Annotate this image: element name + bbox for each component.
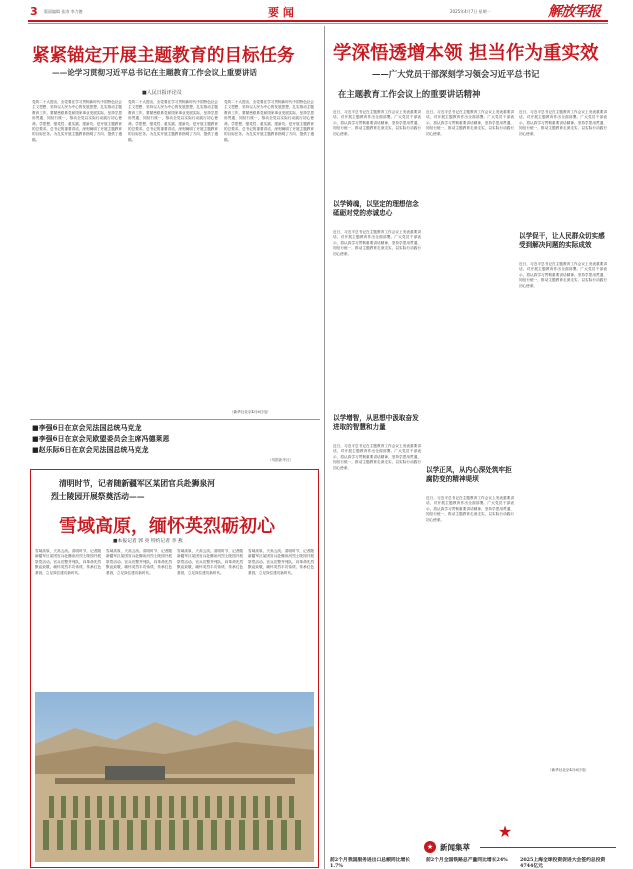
news-section-header (424, 841, 619, 855)
right-subhead-1: ——广大党员干部深刻学习领会习近平总书记 (372, 69, 540, 79)
vertical-divider (324, 26, 325, 869)
brief-1-title: 前2个月我国服务进出口总额同比增长1.7% (330, 857, 411, 869)
photo-scene (35, 692, 314, 862)
star-icon: ★ (424, 841, 436, 853)
right-subtitle-4: 以学促干，让人民群众切实感受到解决问题的实际成效 (519, 232, 605, 249)
feature-body-col4: 雪域高原，天高云淡。清明时节，记者随新疆军区某团官兵赴狮泉河烈士陵园开展祭奠活动。官兵们整齐列队，向革命先烈默哀致敬，缅怀英烈丰功伟绩，传承红色基因，立足岗位建功新时代。 (248, 549, 314, 575)
section-title: 要 闻 (268, 6, 294, 19)
right-body-col2b: 近日，习近平总书记在主题教育工作会议上发表重要讲话，对开展主题教育作出全面部署。广大党员干部表示，将认真学习贯彻重要讲话精神，坚持学思用贯通、知信行统一，推动主题教育走深走实，以实际行动践行初心使命。 (426, 496, 514, 522)
news-section-rule (480, 847, 616, 848)
bullet-2: ■李强6日在京会见欧盟委员会主席冯德莱恩 (32, 434, 170, 443)
feature-headline-2: 烈士陵园开展祭奠活动—— (51, 492, 145, 501)
issue-date: 2025年4月7日 星期一 (450, 9, 491, 14)
page-number: 3 (30, 5, 38, 18)
feature-title: 雪域高原，缅怀英烈砺初心 (59, 516, 275, 537)
bullets-rule (30, 419, 320, 420)
left-byline: ■人民日报评论员 (142, 90, 182, 96)
left-headline: 紧紧锚定开展主题教育的目标任务 (32, 46, 295, 66)
right-body-col3a: 近日，习近平总书记在主题教育工作会议上发表重要讲话，对开展主题教育作出全面部署。广大党员干部表示，将认真学习贯彻重要讲话精神，坚持学思用贯通、知信行统一，推动主题教育走深走实，以实际行动践行初心使命。 (519, 110, 607, 136)
masthead-logo: 解放军报 (548, 4, 600, 20)
bullet-1: ■李强6日在京会见法国总统马克龙 (32, 423, 142, 432)
left-credit: （新华社北京4月6日电） (230, 410, 271, 414)
right-body-col2a: 近日，习近平总书记在主题教育工作会议上发表重要讲话，对开展主题教育作出全面部署。广大党员干部表示，将认真学习贯彻重要讲话精神，坚持学思用贯通、知信行统一，推动主题教育走深走实，以实际行动践行初心使命。 (426, 110, 514, 136)
edition-editor: 版面编辑 张涛 李力德 (44, 9, 83, 14)
header-rule (28, 20, 608, 22)
brief-2-title: 前2个月全国铁路总产量同比增长24% (426, 857, 508, 863)
right-subtitle-3: 以学正风，从内心深处筑牢拒腐防变的精神堤坝 (426, 466, 512, 483)
left-subhead: ——论学习贯彻习近平总书记在主题教育工作会议上重要讲话 (52, 68, 258, 77)
right-credit: （新华社北京4月6日电） (548, 768, 589, 772)
feature-body-col3: 雪域高原，天高云淡。清明时节，记者随新疆军区某团官兵赴狮泉河烈士陵园开展祭奠活动。官兵们整齐列队，向革命先烈默哀致敬，缅怀英烈丰功伟绩，传承红色基因，立足岗位建功新时代。 (177, 549, 243, 575)
left-body-col3: 党的二十大提出，全党要在学习贯彻新时代中国特色社会主义思想、坚持以人民为中心的发展思想，扎实推动主题教育工作。要紧密联系党和国家事业发展实际，坚持学思用贯通、知信行统一，推动全党以实际行动践行初心使命。学思想、强党性、重实践、建新功，是开展主题教育的总要求。总书记的重要讲话，深刻阐明了开展主题教育的目标任务，为扎实开展主题教育指明了方向、提供了遵循。 (224, 100, 314, 142)
feature-body-col1: 雪域高原，天高云淡。清明时节，记者随新疆军区某团官兵赴狮泉河烈士陵园开展祭奠活动。官兵们整齐列队，向革命先烈默哀致敬，缅怀英烈丰功伟绩，传承红色基因，立足岗位建功新时代。 (35, 549, 101, 575)
feature-photo (35, 692, 314, 862)
right-body-col1b: 近日，习近平总书记在主题教育工作会议上发表重要讲话，对开展主题教育作出全面部署。广大党员干部表示，将认真学习贯彻重要讲话精神，坚持学思用贯通、知信行统一，推动主题教育走深走实，以实际行动践行初心使命。 (333, 230, 421, 256)
bullet-credit: （均据新华社） (268, 458, 294, 462)
left-body-col1: 党的二十大提出，全党要在学习贯彻新时代中国特色社会主义思想、坚持以人民为中心的发展思想，扎实推动主题教育工作。要紧密联系党和国家事业发展实际，坚持学思用贯通、知信行统一，推动全党以实际行动践行初心使命。学思想、强党性、重实践、建新功，是开展主题教育的总要求。总书记的重要讲话，深刻阐明了开展主题教育的目标任务，为扎实开展主题教育指明了方向、提供了遵循。 (32, 100, 122, 142)
briefs-row (330, 857, 610, 869)
bullet-3: ■赵乐际6日在京会见法国总统马克龙 (32, 445, 149, 454)
header-rule-thin (28, 23, 608, 24)
right-subhead-2: 在主题教育工作会议上的重要讲话精神 (338, 89, 481, 99)
right-subtitle-1: 以学铸魂，以坚定的理想信念砥砺对党的赤诚忠心 (333, 200, 419, 217)
emblem-icon: ★ (497, 822, 513, 841)
right-subtitle-2: 以学增智，从思想中汲取奋发进取的智慧和力量 (333, 414, 419, 431)
right-body-col1a: 近日，习近平总书记在主题教育工作会议上发表重要讲话，对开展主题教育作出全面部署。广大党员干部表示，将认真学习贯彻重要讲话精神，坚持学思用贯通、知信行统一，推动主题教育走深走实，以实际行动践行初心使命。 (333, 110, 421, 136)
brief-3-title: 2025上海全球投资促进大会签约总投资4744亿元 (520, 857, 606, 869)
right-headline: 学深悟透增本领 担当作为重实效 (333, 43, 599, 64)
feature-body-col2: 雪域高原，天高云淡。清明时节，记者随新疆军区某团官兵赴狮泉河烈士陵园开展祭奠活动。官兵们整齐列队，向革命先烈默哀致敬，缅怀英烈丰功伟绩，传承红色基因，立足岗位建功新时代。 (106, 549, 172, 575)
right-body-col3b: 近日，习近平总书记在主题教育工作会议上发表重要讲话，对开展主题教育作出全面部署。广大党员干部表示，将认真学习贯彻重要讲话精神，坚持学思用贯通、知信行统一，推动主题教育走深走实，以实际行动践行初心使命。 (519, 262, 607, 288)
feature-byline: ■本报记者 郭 亮 特约记者 李 燕 (113, 539, 183, 544)
left-body-col2: 党的二十大提出，全党要在学习贯彻新时代中国特色社会主义思想、坚持以人民为中心的发展思想，扎实推动主题教育工作。要紧密联系党和国家事业发展实际，坚持学思用贯通、知信行统一，推动全党以实际行动践行初心使命。学思想、强党性、重实践、建新功，是开展主题教育的总要求。总书记的重要讲话，深刻阐明了开展主题教育的目标任务，为扎实开展主题教育指明了方向、提供了遵循。 (128, 100, 218, 142)
news-section-title: 新闻集萃 (440, 843, 470, 852)
feature-box (30, 469, 319, 868)
right-body-col1c: 近日，习近平总书记在主题教育工作会议上发表重要讲话，对开展主题教育作出全面部署。广大党员干部表示，将认真学习贯彻重要讲话精神，坚持学思用贯通、知信行统一，推动主题教育走深走实，以实际行动践行初心使命。 (333, 444, 421, 470)
feature-headline-1: 清明时节，记者随新疆军区某团官兵赴狮泉河 (59, 479, 215, 488)
left-article (30, 28, 320, 418)
